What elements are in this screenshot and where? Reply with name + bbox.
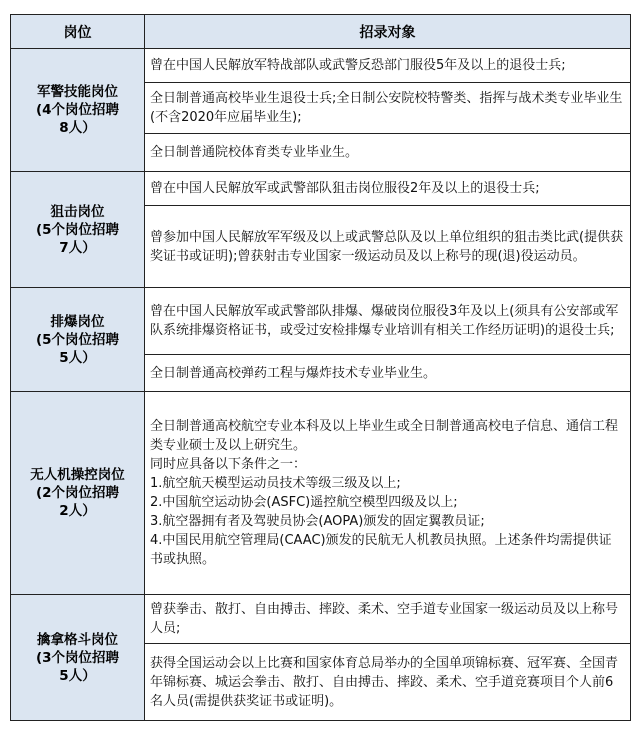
position-count-people: 5人）	[59, 667, 96, 684]
requirement-cell: 全日制普通高校弹药工程与爆炸技术专业毕业生。	[145, 355, 631, 392]
requirement-line: 同时应具备以下条件之一：	[150, 457, 307, 472]
requirement-cell: 全日制普通院校体育类专业毕业生。	[145, 134, 631, 172]
position-name: 无人机操控岗位	[30, 467, 125, 483]
header-target: 招录对象	[145, 15, 631, 49]
requirement-cell: 曾获拳击、散打、自由搏击、摔跤、柔术、空手道专业国家一级运动员及以上称号人员;	[145, 595, 631, 644]
position-cell	[11, 49, 145, 172]
position-cell	[11, 595, 145, 721]
recruitment-table	[10, 14, 631, 721]
position-name: 排爆岗位	[50, 313, 105, 330]
table-row	[11, 49, 631, 83]
requirement-cell	[145, 392, 631, 595]
requirement-cell: 曾在中国人民解放军或武警部队狙击岗位服役2年及以上的退役士兵;	[145, 172, 631, 206]
position-count-people: 7人）	[59, 239, 96, 256]
position-cell	[11, 392, 145, 595]
position-count-people: 2人）	[59, 503, 96, 519]
position-count: (3个岗位招聘	[35, 649, 120, 666]
position-name: 军警技能岗位	[37, 84, 118, 100]
table-row	[11, 288, 631, 355]
requirement-cell: 曾参加中国人民解放军军级及以上或武警总队及以上单位组织的狙击类比武(提供获奖证书或证明);曾获射击专业国家一级运动员及以上称号的现(退)役运动员。	[145, 206, 631, 288]
table-row	[11, 172, 631, 206]
header-position: 岗位	[11, 15, 145, 49]
requirement-cell: 曾在中国人民解放军特战部队或武警反恐部门服役5年及以上的退役士兵;	[145, 49, 631, 83]
position-count: (2个岗位招聘	[35, 485, 120, 501]
requirement-line: 2.中国航空运动协会(ASFC)遥控航空模型四级及以上;	[150, 495, 458, 510]
requirement-cell: 获得全国运动会以上比赛和国家体育总局举办的全国单项锦标赛、冠军赛、全国青年锦标赛、城运会拳击、散打、自由搏击、摔跤、柔术、空手道竞赛项目个人前6名人员(需提供获奖证书或证明)。	[145, 644, 631, 721]
requirement-line: 3.航空器拥有者及驾驶员协会(AOPA)颁发的固定翼教员证;	[150, 514, 485, 529]
requirement-line: 1.航空航天模型运动员技术等级三级及以上;	[150, 476, 401, 491]
requirement-line: 4.中国民用航空管理局(CAAC)颁发的民航无人机教员执照。上述条件均需提供证书或执照。	[150, 533, 612, 567]
position-name: 擒拿格斗岗位	[37, 631, 118, 648]
table-row	[11, 595, 631, 644]
position-count-people: 8人）	[59, 120, 96, 136]
position-name: 狙击岗位	[50, 203, 105, 220]
header-row	[11, 15, 631, 49]
requirement-line: 全日制普通高校航空专业本科及以上毕业生或全日制普通高校电子信息、通信工程类专业硕士及以上研究生。	[150, 419, 619, 453]
position-count-people: 5人）	[59, 349, 96, 366]
requirement-cell: 全日制普通高校毕业生退役士兵;全日制公安院校特警类、指挥与战术类专业毕业生(不含2020年应届毕业生);	[145, 83, 631, 134]
position-count: (5个岗位招聘	[35, 331, 120, 348]
position-cell	[11, 172, 145, 288]
position-count: (5个岗位招聘	[35, 221, 120, 238]
position-count: (4个岗位招聘	[35, 102, 120, 118]
position-cell	[11, 288, 145, 392]
table-row	[11, 392, 631, 595]
requirement-cell: 曾在中国人民解放军或武警部队排爆、爆破岗位服役3年及以上(须具有公安部或军队系统排爆资格证书，或受过安检排爆专业培训有相关工作经历证明)的退役士兵;	[145, 288, 631, 355]
